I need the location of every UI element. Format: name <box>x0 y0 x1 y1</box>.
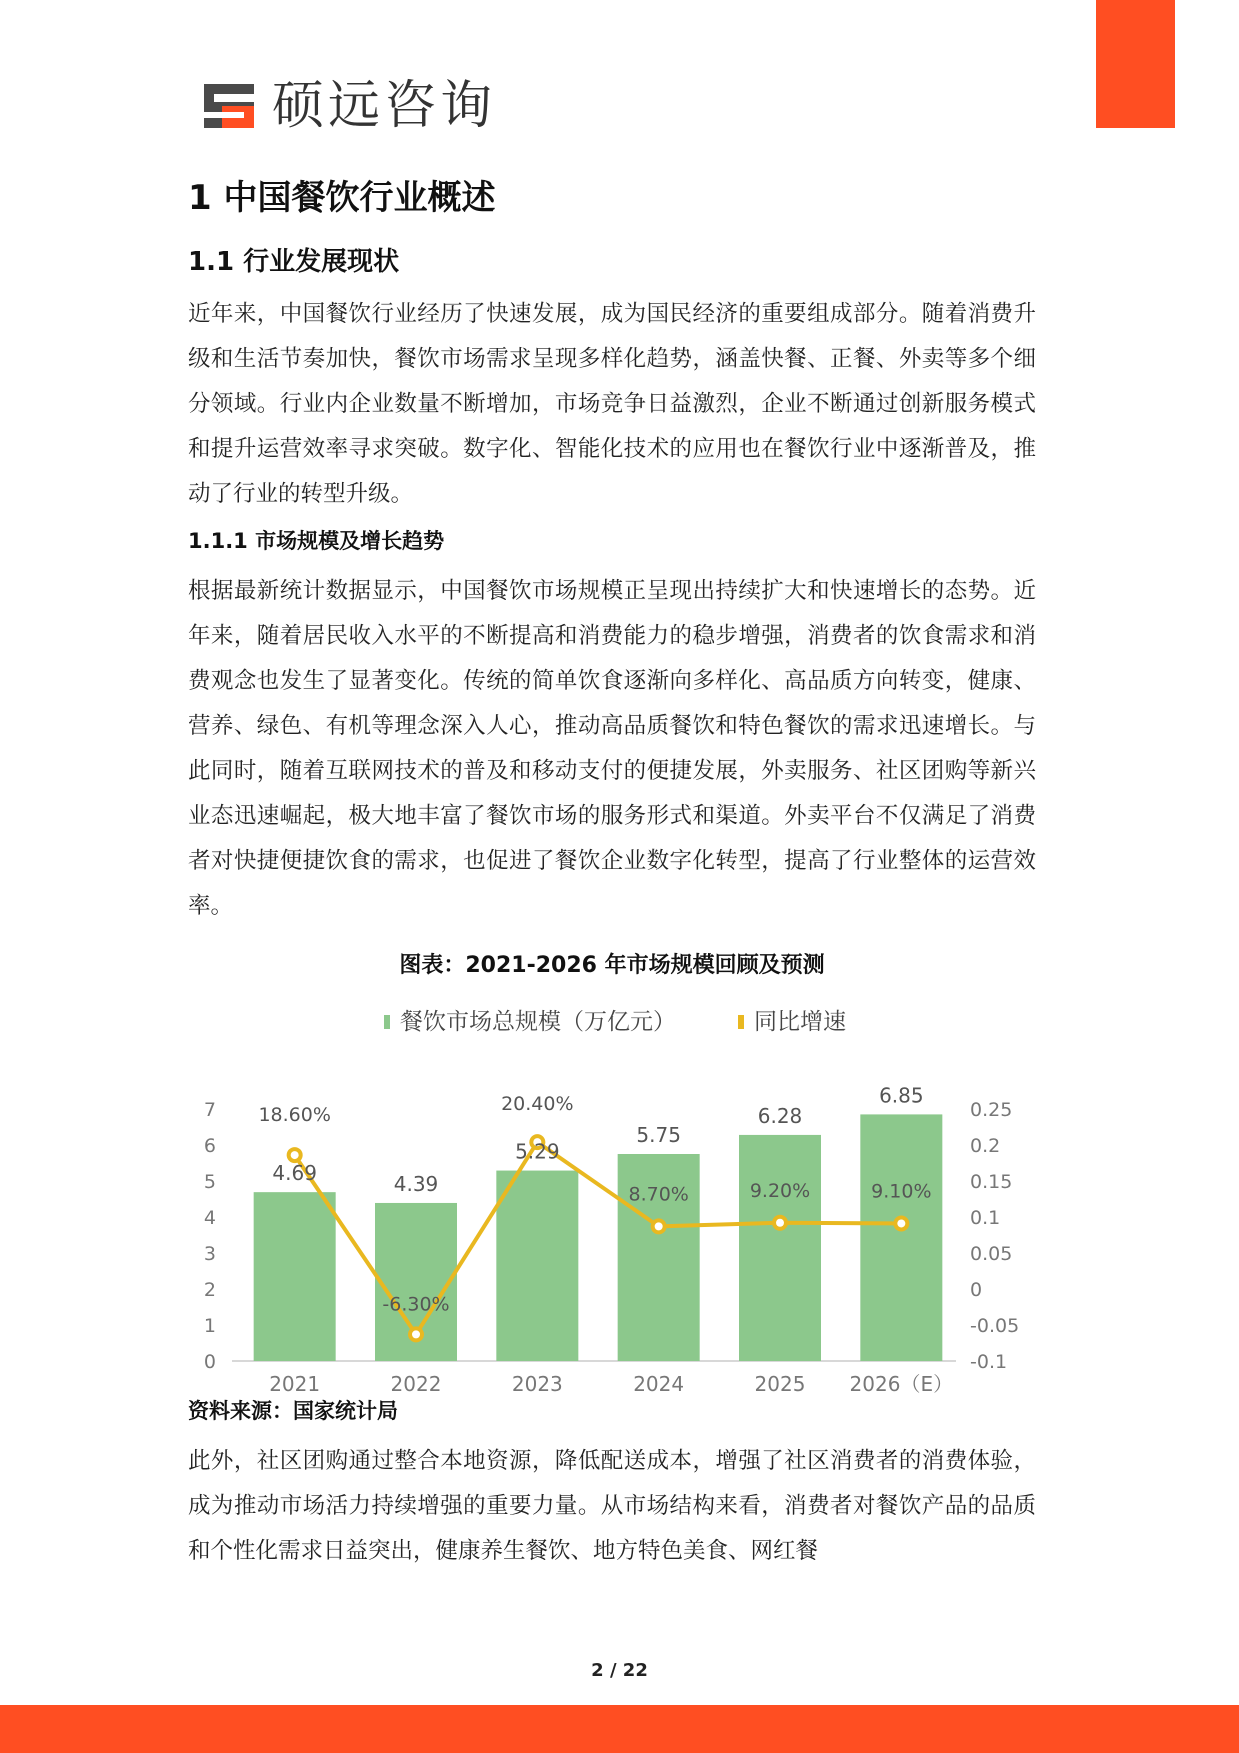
bar-value-label: 6.85 <box>879 1083 924 1108</box>
subsection-heading: 1.1 行业发展现状 <box>188 247 400 277</box>
document-body <box>188 160 1036 1574</box>
right-axis-tick-label: -0.1 <box>970 1351 1008 1373</box>
chart-title: 图表：2021-2026 年市场规模回顾及预测 <box>399 953 825 978</box>
paragraph-structure: 此外，社区团购通过整合本地资源，降低配送成本，增强了社区消费者的消费体验，成为推动市场活力持续增强的重要力量。从市场结构来看，消费者对餐饮产品的品质和个性化需求日益突出，健康养生餐饮、地方特色美食、网红餐 <box>188 1448 1036 1564</box>
paragraph-market-size: 根据最新统计数据显示，中国餐饮市场规模正呈现出持续扩大和快速增长的态势。近年来，随着居民收入水平的不断提高和消费能力的稳步增强，消费者的饮食需求和消费观念也发生了显著变化。传统的简单饮食逐渐向多样化、高品质方向转变，健康、营养、绿色、有机等理念深入人心，推动高品质餐饮和特色餐饮的需求迅速增长。与此同时，随着互联网技术的普及和移动支付的便捷发展，外卖服务、社区团购等新兴业态迅速崛起，极大地丰富了餐饮市场的服务形式和渠道。外卖平台不仅满足了消费者对快捷便捷饮食的需求，也促进了餐饮企业数字化转型，提高了行业整体的运营效率。 <box>188 578 1036 919</box>
bar-value-label: 6.28 <box>757 1103 803 1128</box>
right-axis-tick-label: 0.25 <box>970 1099 1013 1121</box>
left-axis-tick-label: 7 <box>203 1099 216 1121</box>
brand-name: 硕远咨询 <box>272 76 497 136</box>
bar-value-label: 5.29 <box>515 1139 560 1164</box>
x-axis-tick-label: 2024 <box>633 1372 685 1396</box>
bar-value-label: 5.75 <box>636 1123 681 1147</box>
data-labels <box>258 1083 931 1315</box>
growth-rate-label: -6.30% <box>382 1293 450 1316</box>
bar-value-label: 4.69 <box>272 1161 317 1186</box>
left-axis-tick-label: 3 <box>203 1243 216 1265</box>
brand-logo <box>200 76 496 136</box>
growth-point-center <box>776 1219 784 1227</box>
bar-series <box>254 1114 943 1361</box>
growth-rate-label: 9.20% <box>749 1179 811 1202</box>
growth-point-center <box>897 1219 905 1227</box>
right-axis-tick-label: 0 <box>970 1279 983 1301</box>
x-axis-tick-label: 2025 <box>754 1372 806 1396</box>
right-axis-tick-label: 0.15 <box>970 1171 1013 1193</box>
legend-swatch-line <box>738 1015 744 1029</box>
paragraph-intro: 近年来，中国餐饮行业经历了快速发展，成为国民经济的重要组成部分。随着消费升级和生活节奏加快，餐饮市场需求呈现多样化趋势，涵盖快餐、正餐、外卖等多个细分领域。行业内企业数量不断增加，市场竞争日益激烈，企业不断通过创新服务模式和提升运营效率寻求突破。数字化、智能化技术的应用也在餐饮行业中逐渐普及，推动了行业的转型升级。 <box>188 301 1036 507</box>
subsubsection-heading: 1.1.1 市场规模及增长趋势 <box>188 529 445 553</box>
source-note: 资料来源：国家统计局 <box>188 1399 398 1423</box>
section-heading: 1 中国餐饮行业概述 <box>188 178 496 218</box>
x-axis-tick-label: 2023 <box>511 1372 563 1396</box>
legend-label-bar: 餐饮市场总规模（万亿元） <box>400 1009 676 1035</box>
growth-rate-label: 20.40% <box>501 1093 574 1116</box>
bar-value-label: 4.39 <box>393 1171 439 1196</box>
logo-mark-icon <box>200 78 258 134</box>
right-axis-tick-label: -0.05 <box>970 1315 1020 1337</box>
bar <box>496 1171 578 1361</box>
left-axis-tick-label: 5 <box>203 1171 216 1193</box>
left-axis-tick-label: 0 <box>203 1351 216 1373</box>
left-axis-tick-label: 6 <box>203 1135 216 1157</box>
right-axis-tick-label: 0.1 <box>970 1207 1001 1229</box>
right-axis-tick-label: 0.05 <box>970 1243 1013 1265</box>
legend-swatch-bar <box>384 1015 390 1029</box>
bar <box>860 1114 942 1361</box>
x-axis-tick-label: 2021 <box>269 1372 321 1396</box>
page-number: 2 / 22 <box>591 1660 648 1681</box>
x-axis-tick-label: 2026（E） <box>849 1372 954 1396</box>
bar <box>254 1192 336 1361</box>
corner-accent-block <box>1096 0 1175 128</box>
left-axis-tick-label: 4 <box>203 1207 216 1229</box>
right-axis-tick-label: 0.2 <box>970 1135 1001 1157</box>
bar <box>739 1135 821 1361</box>
market-size-chart <box>188 985 1036 1396</box>
left-axis-tick-label: 2 <box>203 1279 216 1301</box>
growth-rate-label: 9.10% <box>871 1180 932 1203</box>
growth-point-center <box>655 1222 663 1230</box>
growth-rate-label: 18.60% <box>258 1104 331 1127</box>
legend-label-line: 同比增速 <box>754 1009 846 1035</box>
growth-point-center <box>291 1151 299 1159</box>
left-axis-tick-label: 1 <box>203 1315 216 1337</box>
chart-legend <box>384 1009 846 1035</box>
growth-rate-label: 8.70% <box>628 1183 689 1206</box>
footer-accent-bar <box>0 1705 1239 1753</box>
growth-point-center <box>412 1330 420 1338</box>
x-axis-tick-label: 2022 <box>390 1372 442 1396</box>
